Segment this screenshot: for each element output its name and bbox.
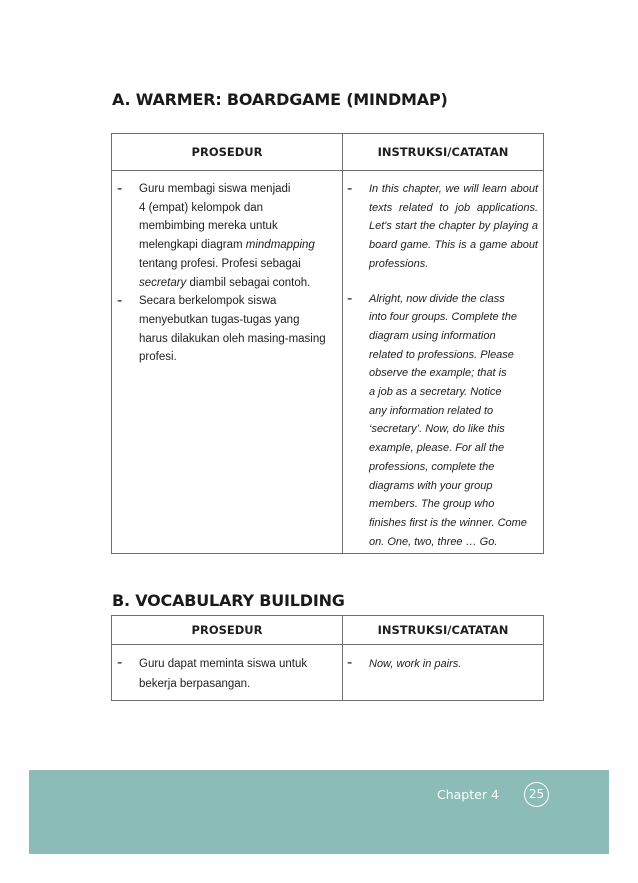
procedure-item <box>112 171 342 292</box>
text-run: melengkapi diagram <box>139 239 246 252</box>
bullet-dash: - <box>117 292 123 310</box>
instruction-cell <box>343 645 544 701</box>
text-line: diagram using information <box>369 329 496 342</box>
text-line: membimbing mereka untuk <box>139 220 278 233</box>
text-line: menyebutkan tugas-tugas yang <box>139 313 300 326</box>
bullet-dash: - <box>117 654 123 671</box>
text-line: any information related to <box>369 404 494 417</box>
table-body-row <box>112 171 544 554</box>
text-line: a job as a secretary. Notice <box>369 386 502 399</box>
instruction-text: In this chapter, we will learn about texts related to job applications. Let's start the chapter by playing a board game. This is a game about professions. <box>369 183 538 270</box>
procedure-item <box>112 292 342 367</box>
table-header-row <box>112 616 544 645</box>
text-line: 4 (empat) kelompok dan <box>139 201 264 214</box>
procedure-item <box>112 645 342 694</box>
table-header-row <box>112 134 544 171</box>
procedure-cell <box>112 645 343 701</box>
italic-term: mindmapping <box>245 239 315 252</box>
header-instruksi: INSTRUKSI/CATATAN <box>343 616 544 645</box>
text-line <box>139 274 337 293</box>
bullet-dash: - <box>347 180 353 197</box>
procedure-text <box>139 180 342 292</box>
section-b-title: B. VOCABULARY BUILDING <box>112 591 345 610</box>
text-line: professions, complete the <box>369 460 495 473</box>
instruction-item <box>343 274 543 552</box>
header-prosedur: PROSEDUR <box>112 134 343 171</box>
text-line: Alright, now divide the class <box>369 292 505 305</box>
header-prosedur: PROSEDUR <box>112 616 343 645</box>
text-line: observe the example; that is <box>369 367 507 380</box>
instruction-text <box>369 290 543 552</box>
section-a-title: A. WARMER: BOARDGAME (MINDMAP) <box>112 90 448 109</box>
procedure-text <box>139 292 342 367</box>
procedure-cell <box>112 171 343 554</box>
text-line: bekerja berpasangan. <box>139 678 251 690</box>
bullet-dash: - <box>347 654 353 671</box>
text-line: members. The group who <box>369 498 495 511</box>
bullet-dash: - <box>347 289 353 307</box>
text-line <box>139 236 337 255</box>
text-line: example, please. For all the <box>369 442 505 455</box>
instruction-cell <box>343 171 544 554</box>
text-line: ‘secretary’. Now, do like this <box>369 423 505 436</box>
text-line: on. One, two, three … Go. <box>369 535 498 548</box>
bullet-dash: - <box>117 180 123 197</box>
text-run: diambil sebagai contoh. <box>186 276 311 289</box>
text-line: Secara berkelompok siswa <box>139 295 277 308</box>
section-b-table <box>111 615 544 701</box>
instruction-item <box>343 645 543 674</box>
table-body-row <box>112 645 544 701</box>
text-line: finishes first is the winner. Come <box>369 516 527 529</box>
text-line: profesi. <box>139 351 177 364</box>
text-line: harus dilakukan oleh masing-masing <box>139 332 326 345</box>
text-line: Guru membagi siswa menjadi <box>139 183 291 195</box>
text-line: into four groups. Complete the <box>369 311 517 324</box>
instruction-text: Now, work in pairs. <box>369 658 462 670</box>
footer-band <box>29 770 609 854</box>
chapter-label: Chapter 4 <box>437 787 499 802</box>
instruction-item <box>343 171 543 274</box>
text-line: Guru dapat meminta siswa untuk <box>139 658 308 670</box>
header-instruksi: INSTRUKSI/CATATAN <box>343 134 544 171</box>
text-line: tentang profesi. Profesi sebagai <box>139 257 301 270</box>
italic-term: secretary <box>139 276 187 289</box>
text-line: related to professions. Please <box>369 348 514 361</box>
text-line: diagrams with your group <box>369 479 493 492</box>
procedure-text <box>139 654 342 694</box>
page-number: 25 <box>524 782 549 807</box>
section-a-table <box>111 133 544 554</box>
